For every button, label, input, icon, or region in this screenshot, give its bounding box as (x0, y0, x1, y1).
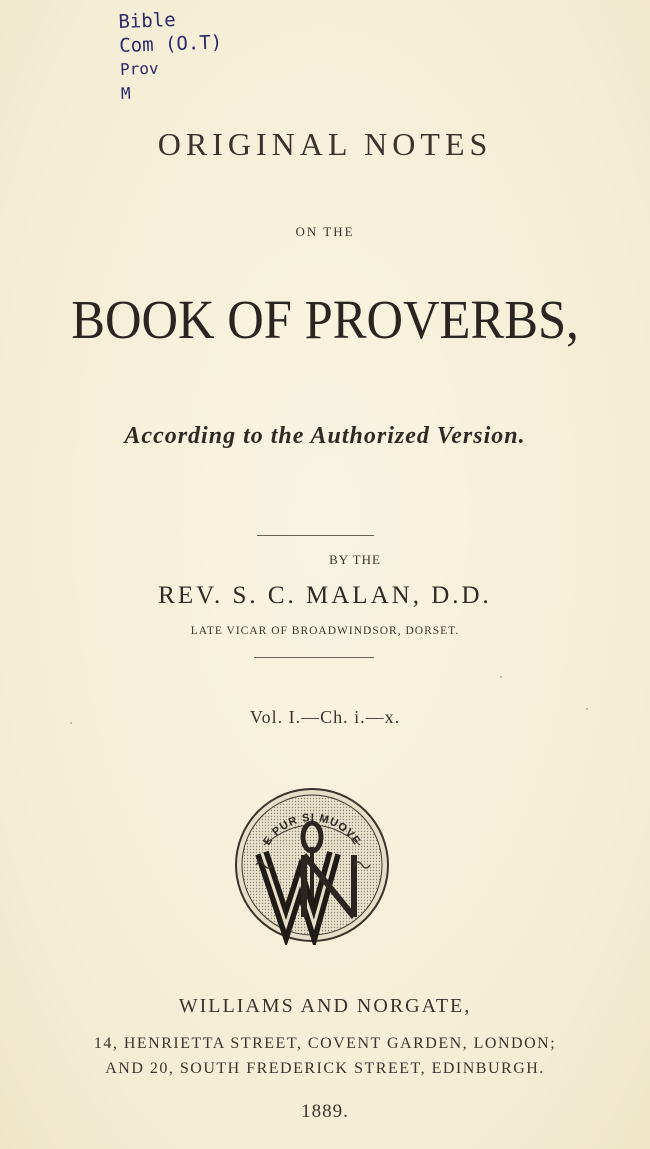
volume-label: Vol. I.—Ch. i.—x. (249, 707, 401, 727)
publisher-seal-icon (234, 785, 390, 945)
publication-year: 1889. (301, 1101, 349, 1122)
handwritten-line: M (120, 83, 131, 103)
book-title: BOOK OF PROVERBS, (71, 289, 579, 350)
publisher-name: WILLIAMS AND NORGATE, (178, 995, 472, 1017)
handwritten-line: Com (O.T) (118, 31, 223, 57)
on-the-label: ON THE (295, 224, 355, 239)
handwritten-note (118, 6, 224, 106)
subtitle: According to the Authorized Version. (124, 423, 526, 449)
divider-top (257, 535, 374, 536)
title-line-1: ORIGINAL NOTES (157, 126, 493, 162)
paper-speck (70, 722, 72, 724)
by-the-label: BY THE (329, 552, 381, 567)
handwritten-line: Prov (119, 58, 159, 79)
author-position: LATE VICAR OF BROADWINDSOR, DORSET. (190, 625, 460, 637)
handwritten-line: Bible (118, 9, 176, 33)
paper-speck (500, 676, 502, 678)
publisher-address-line-2: AND 20, SOUTH FREDERICK STREET, EDINBURGH. (105, 1060, 545, 1077)
author-name: REV. S. C. MALAN, D.D. (158, 582, 492, 609)
divider-bottom (254, 657, 374, 658)
seal-motto: E PUR SI MUOVE (261, 811, 363, 848)
publisher-address-line-1: 14, HENRIETTA STREET, COVENT GARDEN, LONDON; (93, 1035, 557, 1052)
paper-speck (586, 708, 588, 710)
